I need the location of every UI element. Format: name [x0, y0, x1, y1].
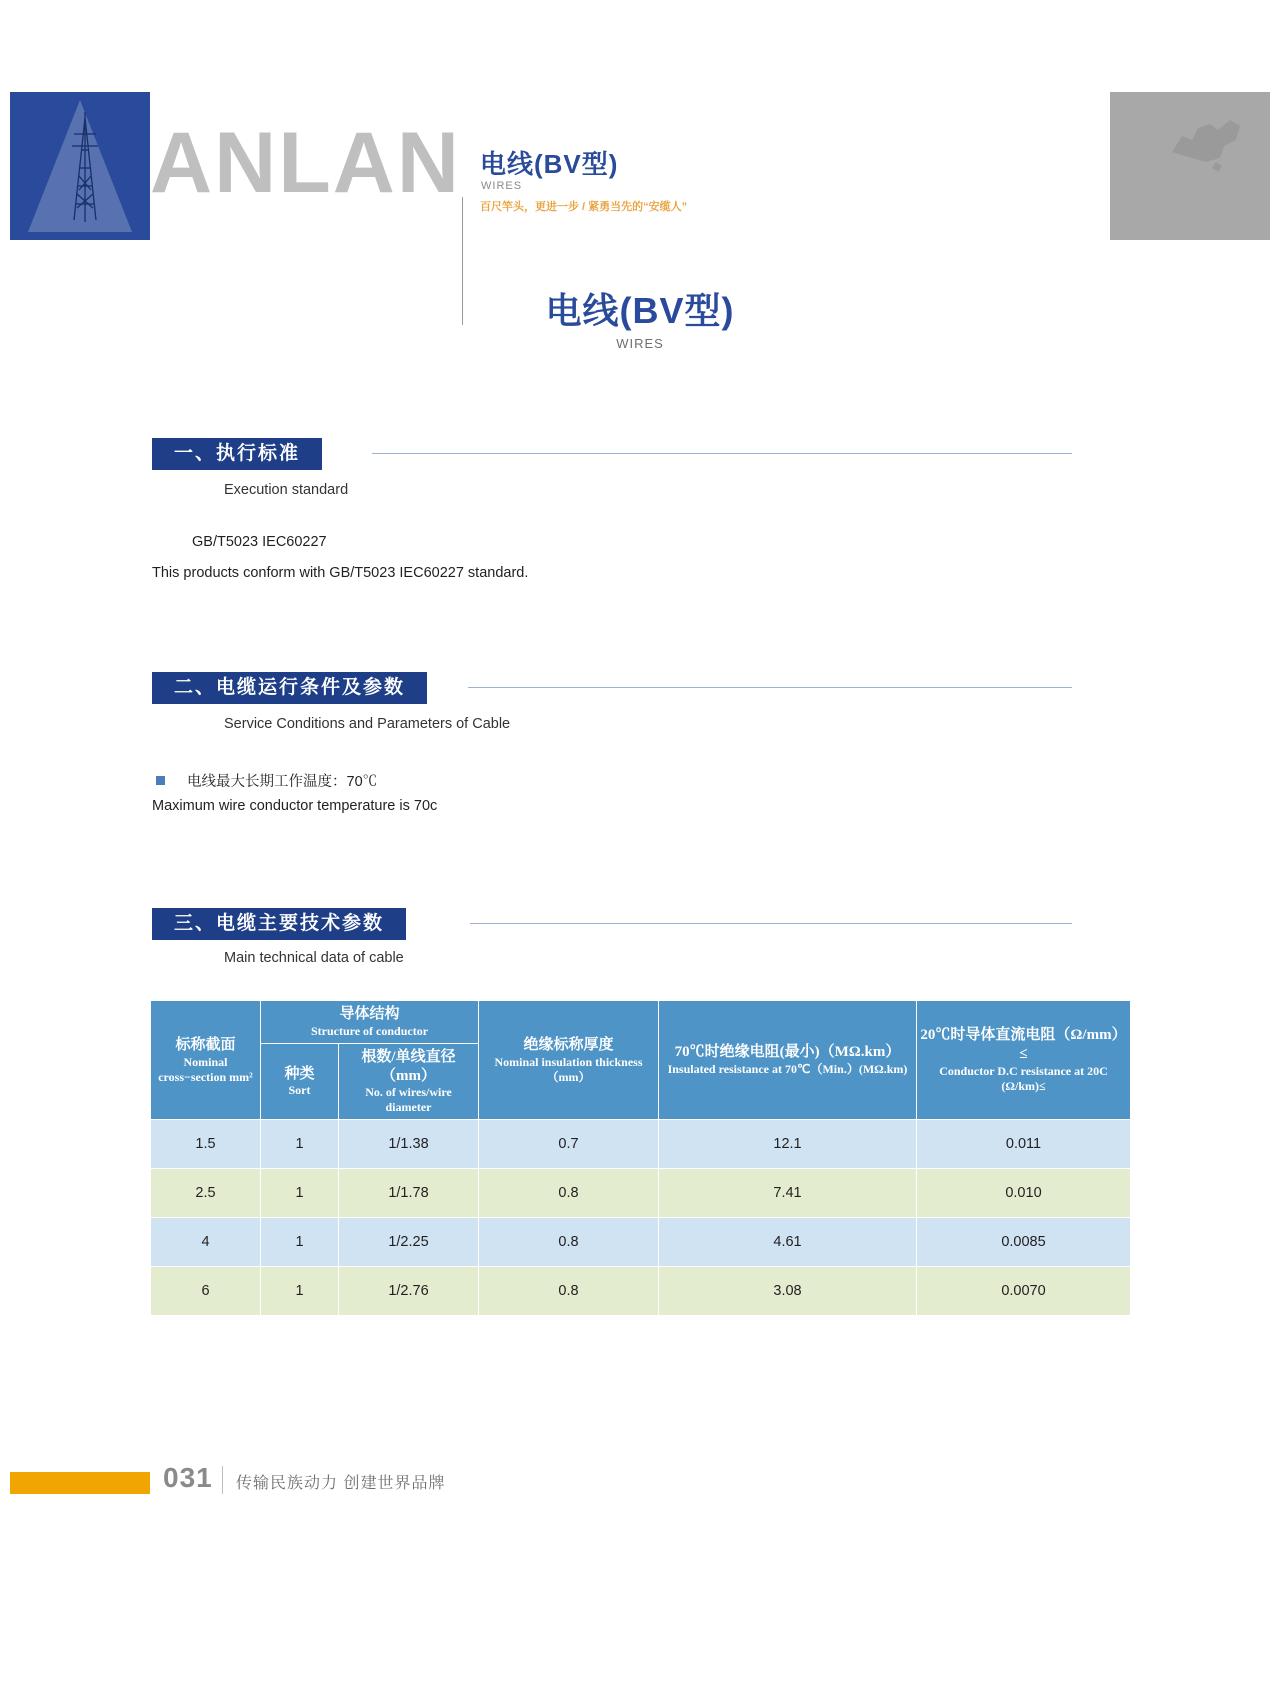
header-slogan: 百尺竿头，更进一步 / 紧勇当先的“安缆人” [480, 201, 688, 213]
header-right-block [1110, 92, 1270, 240]
header-nominal-cross-section: 标称截面 Nominal cross−section mm² [151, 1001, 261, 1120]
cell-resistance-20c: 0.010 [917, 1169, 1131, 1218]
cell-wires: 1/2.25 [339, 1218, 479, 1267]
section-2-bullet-text: 电线最大长期工作温度：70℃ [187, 774, 378, 790]
cell-nominal: 6 [151, 1267, 261, 1316]
section-1-tab-label: 一、执行标准 [152, 438, 322, 470]
page-subtitle: WIRES [616, 336, 664, 351]
cell-insulation: 0.7 [479, 1120, 659, 1169]
cell-resistance-20c: 0.0085 [917, 1218, 1131, 1267]
cell-sort: 1 [261, 1267, 339, 1316]
cell-sort: 1 [261, 1169, 339, 1218]
transmission-tower-icon [70, 112, 100, 222]
section-2-rule [468, 687, 1072, 688]
page-header [0, 92, 1280, 240]
section-2-statement: Maximum wire conductor temperature is 70c [152, 798, 438, 814]
page-title: 电线(BV型) [545, 290, 735, 331]
cell-resistance-70c: 7.41 [659, 1169, 917, 1218]
cell-resistance-70c: 12.1 [659, 1120, 917, 1169]
header-conductor-dc-resistance-20c: 20℃时导体直流电阻（Ω/mm）≤ Conductor D.C resistance at 20C (Ω/km)≤ [917, 1001, 1131, 1120]
page-number: 031 [163, 1462, 213, 1493]
footer-divider [222, 1466, 223, 1494]
section-2-tab-label: 二、电缆运行条件及参数 [152, 672, 427, 704]
section-3-heading [152, 908, 406, 940]
cell-wires: 1/1.38 [339, 1120, 479, 1169]
header-structure-of-conductor: 导体结构 Structure of conductor [261, 1001, 479, 1044]
section-1-standard-code: GB/T5023 IEC60227 [192, 534, 327, 550]
cell-wires: 1/2.76 [339, 1267, 479, 1316]
section-1-subtitle: Execution standard [224, 482, 349, 498]
footer-slogan: 传输民族动力 创建世界品牌 [236, 1475, 446, 1492]
section-2-subtitle: Service Conditions and Parameters of Cable [224, 716, 511, 732]
section-1-statement: This products conform with GB/T5023 IEC60227 standard. [152, 565, 529, 581]
section-2-heading [152, 672, 427, 704]
section-1-heading [152, 438, 322, 470]
square-bullet-icon [156, 776, 165, 785]
section-3-subtitle: Main technical data of cable [224, 950, 404, 966]
cell-nominal: 2.5 [151, 1169, 261, 1218]
header-nominal-insulation-thickness: 绝缘标称厚度 Nominal insulation thickness（mm） [479, 1001, 659, 1120]
cell-nominal: 4 [151, 1218, 261, 1267]
section-1-rule [372, 453, 1072, 454]
footer-accent-bar [10, 1472, 150, 1494]
cell-wires: 1/1.78 [339, 1169, 479, 1218]
header-product-subtitle: WIRES [481, 180, 523, 192]
cell-insulation: 0.8 [479, 1169, 659, 1218]
cell-nominal: 1.5 [151, 1120, 261, 1169]
spec-table [150, 1000, 1131, 1316]
section-3-tab-label: 三、电缆主要技术参数 [152, 908, 406, 940]
cell-insulation: 0.8 [479, 1267, 659, 1316]
table-row [151, 1120, 1131, 1169]
cell-sort: 1 [261, 1218, 339, 1267]
header-insulated-resistance-70c: 70℃时绝缘电阻(最小)（MΩ.km） Insulated resistance at 70℃（Min.）(MΩ.km) [659, 1001, 917, 1120]
table-row [151, 1267, 1131, 1316]
section-2-bullet-item [156, 770, 377, 791]
table-row [151, 1169, 1131, 1218]
cell-sort: 1 [261, 1120, 339, 1169]
header-no-of-wires-diameter: 根数/单线直径（mm） No. of wires/wire diameter [339, 1043, 479, 1120]
cell-resistance-20c: 0.011 [917, 1120, 1131, 1169]
cell-resistance-70c: 3.08 [659, 1267, 917, 1316]
header-sort: 种类 Sort [261, 1043, 339, 1120]
section-3-rule [470, 923, 1072, 924]
table-row [151, 1218, 1131, 1267]
cell-resistance-20c: 0.0070 [917, 1267, 1131, 1316]
logo-block [10, 92, 150, 240]
table-header-row-1 [151, 1001, 1131, 1044]
cell-insulation: 0.8 [479, 1218, 659, 1267]
brand-wordmark: ANLAN [150, 115, 461, 211]
cell-resistance-70c: 4.61 [659, 1218, 917, 1267]
spec-table-wrap [150, 1000, 1130, 1316]
map-icon [1162, 106, 1252, 176]
header-product-title: 电线(BV型) [480, 149, 619, 179]
